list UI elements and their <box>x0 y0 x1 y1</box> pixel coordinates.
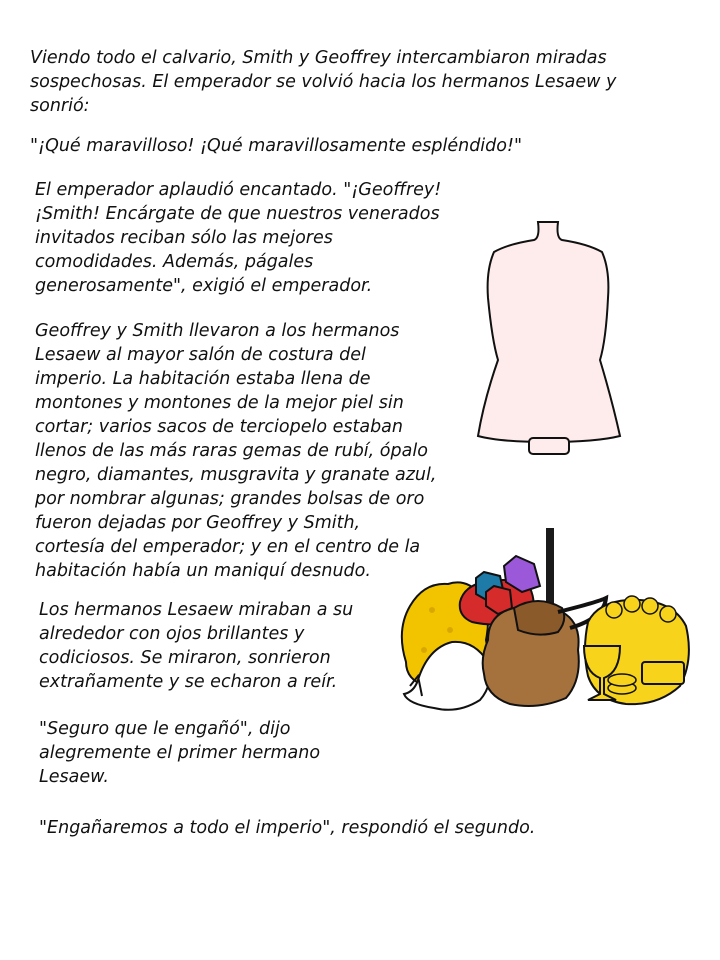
text-line: invitados reciban sólo las mejores <box>35 228 333 248</box>
text-line: alegremente el primer hermano <box>39 743 321 763</box>
text-line: Viendo todo el calvario, Smith y Geoffrey intercambiaron miradas <box>30 48 607 68</box>
sack-neck <box>514 601 564 635</box>
quote-second-brother <box>39 816 535 840</box>
paragraph-brothers <box>39 598 353 694</box>
text-line: "¡Qué maravilloso! ¡Qué maravillosamente espléndido!" <box>30 136 523 156</box>
text-line: codiciosos. Se miraron, sonrieron <box>39 648 331 668</box>
paragraph-applause <box>35 178 441 298</box>
text-line: fueron dejadas por Geoffrey y Smith, <box>35 513 361 533</box>
mannequin-torso <box>478 222 620 442</box>
text-line: cortar; varios sacos de terciopelo estaban <box>35 417 403 437</box>
text-line: Lesaew. <box>39 767 109 787</box>
text-line: negro, diamantes, musgravita y granate azul, <box>35 465 437 485</box>
mannequin-base-cap <box>529 438 569 454</box>
text-line: comodidades. Además, págales <box>35 252 314 272</box>
text-line: ¡Smith! Encárgate de que nuestros venerados <box>35 204 440 224</box>
text-line: Lesaew al mayor salón de costura del <box>35 345 366 365</box>
text-line: sospechosas. El emperador se volvió hacia los hermanos Lesaew y <box>30 72 617 92</box>
text-line: habitación había un maniquí desnudo. <box>35 561 371 581</box>
text-line: cortesía del emperador; y en el centro de la <box>35 537 421 557</box>
text-line: "Seguro que le engañó", dijo <box>39 719 291 739</box>
text-line: extrañamente y se echaron a reír. <box>39 672 338 692</box>
paragraph-intro <box>30 46 616 118</box>
text-line: llenos de las más raras gemas de rubí, ópalo <box>35 441 428 461</box>
mannequin-treasure-illustration <box>388 210 698 730</box>
text-line: alrededor con ojos brillantes y <box>39 624 305 644</box>
text-line: imperio. La habitación estaba llena de <box>35 369 371 389</box>
gold-bar <box>642 662 684 684</box>
paragraph-salon <box>35 319 436 583</box>
text-line: montones y montones de la mejor piel sin <box>35 393 404 413</box>
text-line: sonrió: <box>30 96 90 116</box>
quote-emperor <box>30 134 522 158</box>
quote-first-brother <box>39 717 320 789</box>
text-line: El emperador aplaudió encantado. "¡Geoffrey! <box>35 180 442 200</box>
text-line: "Engañaremos a todo el imperio", respondió el segundo. <box>39 818 536 838</box>
text-line: generosamente", exigió el emperador. <box>35 276 373 296</box>
text-line: Los hermanos Lesaew miraban a su <box>39 600 354 620</box>
text-line: por nombrar algunas; grandes bolsas de oro <box>35 489 425 509</box>
text-line: Geoffrey y Smith llevaron a los hermanos <box>35 321 400 341</box>
